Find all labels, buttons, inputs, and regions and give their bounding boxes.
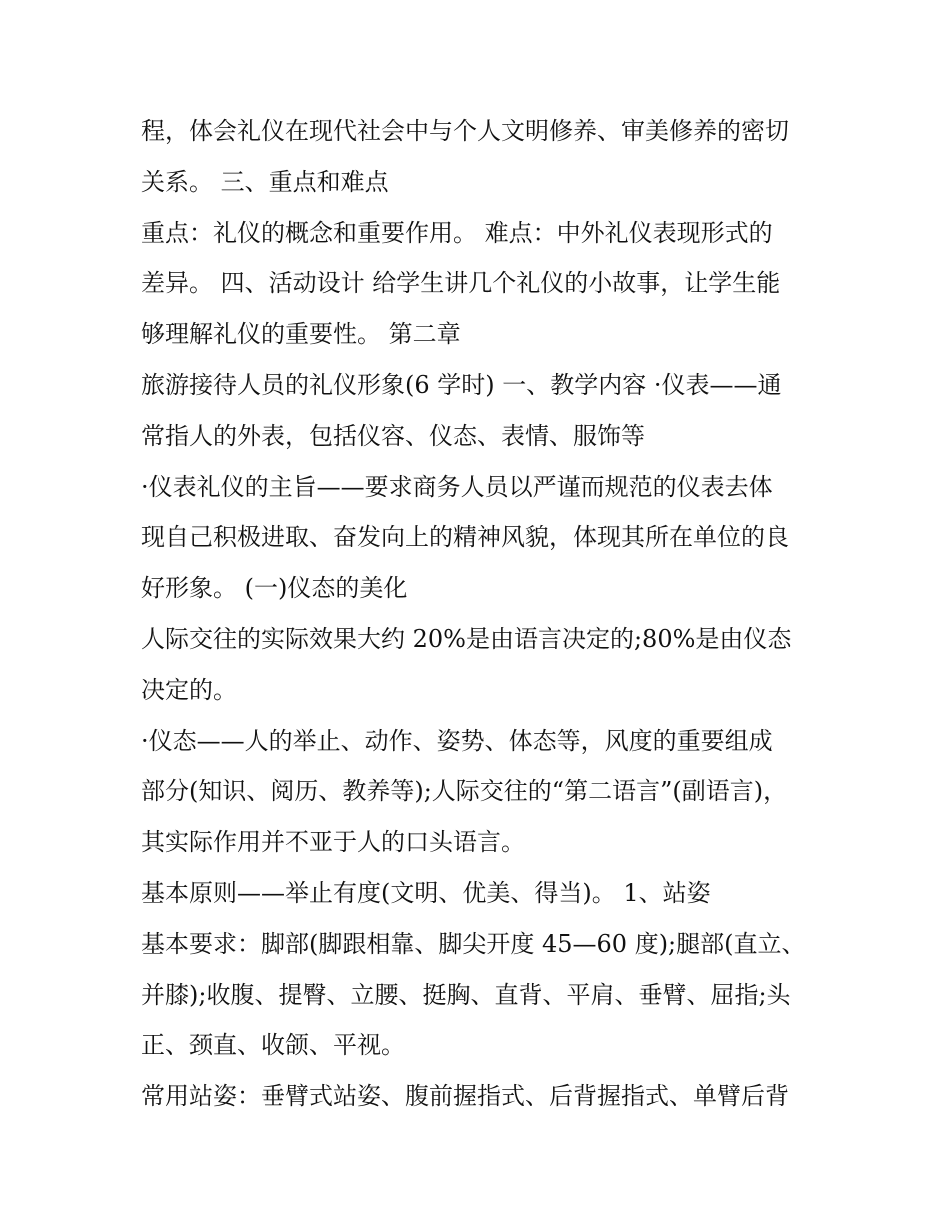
text-line: 常用站姿：垂臂式站姿、腹前握指式、后背握指式、单臂后背	[141, 1082, 789, 1111]
text-line: 并膝);收腹、提臀、立腰、挺胸、直背、平肩、垂臂、屈指;头	[141, 980, 791, 1009]
text-line: ·仪态——人的举止、动作、姿势、体态等，风度的重要组成	[141, 726, 773, 755]
text-line: 差异。 四、活动设计 给学生讲几个礼仪的小故事，让学生能	[141, 269, 781, 298]
text-line: 重点：礼仪的概念和重要作用。 难点：中外礼仪表现形式的	[141, 218, 773, 247]
text-line: 旅游接待人员的礼仪形象(6 学时) 一、教学内容 ·仪表——通	[141, 370, 782, 399]
text-line: 够理解礼仪的重要性。 第二章	[141, 320, 461, 349]
text-line: ·仪表礼仪的主旨——要求商务人员以严谨而规范的仪表去体	[141, 472, 773, 501]
text-line: 程，体会礼仪在现代社会中与个人文明修养、审美修养的密切	[141, 117, 789, 145]
text-line: 基本原则——举止有度(文明、优美、得当)。 1、站姿	[141, 878, 711, 907]
text-line: 其实际作用并不亚于人的口头语言。	[141, 828, 525, 857]
text-line: 正、颈直、收颌、平视。	[141, 1031, 405, 1060]
text-line: 基本要求：脚部(脚跟相靠、脚尖开度 45—60 度);腿部(直立、	[141, 929, 806, 958]
text-line: 关系。 三、重点和难点	[141, 167, 389, 196]
text-line: 现自己积极进取、奋发向上的精神风貌，体现其所在单位的良	[141, 523, 789, 552]
text-line: 决定的。	[141, 675, 237, 704]
text-line: 常指人的外表，包括仪容、仪态、表情、服饰等	[141, 421, 645, 450]
text-line: 好形象。 (一)仪态的美化	[141, 574, 408, 603]
body-text	[141, 106, 841, 1122]
text-line: 部分(知识、阅历、教养等);人际交往的“第二语言”(副语言)，	[141, 777, 788, 806]
text-line: 人际交往的实际效果大约 20%是由语言决定的;80%是由仪态	[141, 624, 792, 653]
